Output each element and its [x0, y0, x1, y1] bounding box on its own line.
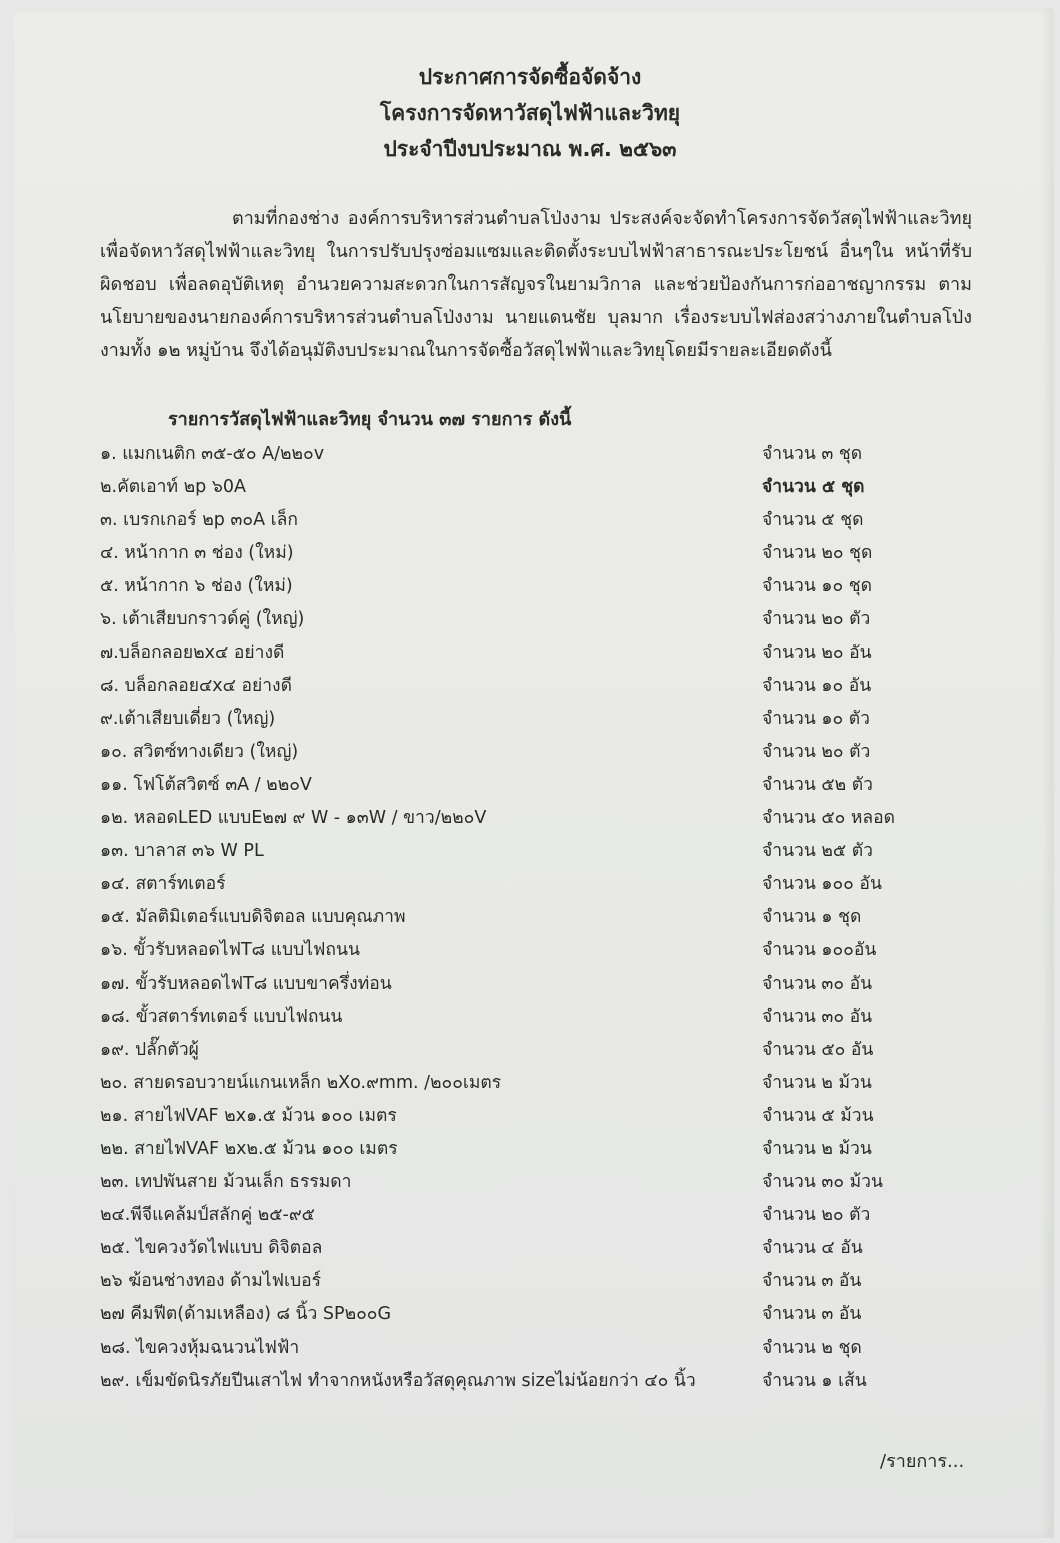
continuation-marker: /รายการ... [880, 1451, 965, 1472]
item-quantity: จำนวน ๓ ชุด [762, 444, 863, 464]
item-quantity: จำนวน ๒๐ ตัว [762, 1205, 871, 1226]
list-item [100, 537, 920, 570]
item-name: ๑๑. โฟโต้สวิตซ์ ๓A / ๒๒๐V [100, 774, 312, 795]
item-quantity: จำนวน ๒๐ อัน [762, 642, 872, 663]
item-quantity: จำนวน ๑๐ ตัว [762, 708, 870, 729]
list-item [100, 736, 920, 769]
item-quantity: จำนวน ๕๐ อัน [762, 1039, 874, 1060]
list-item [100, 471, 920, 504]
item-name: ๑. แมกเนติก ๓๕-๕๐ A/๒๒๐v [100, 444, 325, 464]
item-quantity: จำนวน ๑๐ อัน [762, 675, 872, 696]
item-name: ๒๑. สายไฟVAF ๒x๑.๕ ม้วน ๑๐๐ เมตร [100, 1105, 397, 1126]
item-name: ๒๐. สายดรอบวายน์แกนเหล็ก ๒Xo.๙mm. /๒๐๐เมตร [100, 1072, 502, 1093]
list-item [100, 1332, 920, 1365]
item-name: ๒๗ คีมฟีต(ด้ามเหลือง) ๘ นิ้ว SP๒๐๐G [100, 1304, 392, 1325]
list-item [100, 1365, 920, 1398]
item-name: ๑๗. ขั้วรับหลอดไฟT๘ แบบขาครึ่งท่อน [100, 973, 392, 994]
list-item [100, 901, 920, 934]
list-item [100, 1265, 920, 1298]
item-name: ๒๒. สายไฟVAF ๒x๒.๕ ม้วน ๑๐๐ เมตร [100, 1138, 398, 1159]
item-name: ๑๙. ปลั๊กตัวผู้ [100, 1039, 199, 1060]
item-name: ๒๔.พีจีแคล้มป์สลักคู่ ๒๕-๙๕ [100, 1205, 315, 1226]
list-heading: รายการวัสดุไฟฟ้าและวิทยุ จำนวน ๓๗ รายการ ดังนี้ [168, 409, 572, 430]
item-quantity: จำนวน ๒ ม้วน [762, 1138, 872, 1159]
item-quantity: จำนวน ๑ ชุด [762, 907, 862, 928]
list-item [100, 1232, 920, 1265]
item-name: ๑๒. หลอดLED แบบE๒๗ ๙ W - ๑๓W / ขาว/๒๒๐V [100, 808, 487, 829]
list-item [100, 438, 920, 471]
item-name: ๗.บล็อกลอย๒x๔ อย่างดี [100, 642, 285, 663]
project-title: โครงการจัดหาวัสดุไฟฟ้าและวิทยุ [379, 101, 681, 125]
item-quantity: จำนวน ๕ ม้วน [762, 1105, 874, 1126]
item-quantity: จำนวน ๑ เส้น [762, 1370, 867, 1391]
item-quantity: จำนวน ๕๐ หลอด [762, 808, 896, 829]
list-item [100, 934, 920, 967]
intro-paragraph: ตามที่กองช่าง องค์การบริหารส่วนตำบลโป่งงาม ประสงค์จะจัดทำโครงการจัดวัสดุไฟฟ้าและวิทยุ เพื่อจัดหาวัสดุไฟฟ้าและวิทยุ ในการปรับปรุงซ่อมแซมและติดตั้งระบบไฟฟ้าสาธารณะประโยชน์ อื่นๆใน หน้าที่รับผิดชอบ เพื่อลดอุบัติเหตุ อำนวยความสะดวกในการสัญจรในยามวิกาล และช่วยป้องกันการก่ออาชญากรรม ตามนโยบายของนายกองค์การบริหารส่วนตำบลโป่งงาม นายแดนชัย บุลมาก เรื่องระบบไฟส่องสว่างภายในตำบลโป่งงามทั้ง ๑๒ หมู่บ้าน จึงได้อนุมัติงบประมาณในการจัดซื้อวัสดุไฟฟ้าและวิทยุโดยมีรายละเอียดดังนี้ [100, 208, 972, 361]
item-quantity: จำนวน ๑๐๐อัน [762, 940, 877, 961]
item-name: ๙.เต้าเสียบเดี่ยว (ใหญ่) [100, 708, 276, 729]
list-item [100, 835, 920, 868]
item-quantity: จำนวน ๓๐ อัน [762, 973, 873, 994]
item-name: ๒๕. ไขควงวัดไฟแบบ ดิจิตอล [100, 1238, 323, 1259]
list-item [100, 504, 920, 537]
list-item [100, 868, 920, 901]
item-quantity: จำนวน ๓๐ ม้วน [762, 1172, 883, 1193]
list-item [100, 670, 920, 703]
item-quantity: จำนวน ๔ อัน [762, 1238, 863, 1259]
item-name: ๓. เบรกเกอร์ ๒p ๓๐A เล็ก [100, 510, 298, 531]
item-quantity: จำนวน ๒๐ ตัว [762, 609, 871, 630]
item-quantity: จำนวน ๒ ชุด [762, 1337, 862, 1358]
item-quantity: จำนวน ๓ อัน [762, 1304, 862, 1325]
list-item [100, 1133, 920, 1166]
item-name: ๒๙. เข็มขัดนิรภัยปีนเสาไฟ ทำจากหนังหรือวัสดุคุณภาพ sizeไม่น้อยกว่า ๔๐ นิ้ว [100, 1370, 696, 1391]
item-quantity: จำนวน ๑๐๐ อัน [762, 874, 882, 895]
item-name: ๕. หน้ากาก ๖ ช่อง (ใหม่) [100, 576, 293, 597]
item-quantity: จำนวน ๑๐ ชุด [762, 576, 872, 597]
item-name: ๑๖. ขั้วรับหลอดไฟT๘ แบบไฟถนน [100, 940, 360, 961]
list-item [100, 1166, 920, 1199]
item-quantity: จำนวน ๓ อัน [762, 1271, 862, 1292]
list-item [100, 1001, 920, 1034]
announcement-title: ประกาศการจัดซื้อจัดจ้าง [418, 65, 642, 89]
list-item [100, 968, 920, 1001]
item-name: ๒.คัตเอาท์ ๒p ๖0A [100, 477, 247, 498]
item-name: ๑๘. ขั้วสตาร์ทเตอร์ แบบไฟถนน [100, 1006, 343, 1027]
item-name: ๑๐. สวิตซ์ทางเดียว (ใหญ่) [100, 741, 299, 762]
item-quantity: จำนวน ๕ ชุด [762, 510, 864, 531]
item-quantity: จำนวน ๒๐ ตัว [762, 741, 871, 762]
list-item [100, 603, 920, 636]
item-name: ๑๔. สตาร์ทเตอร์ [100, 874, 226, 895]
item-name: ๑๕. มัลติมิเตอร์แบบดิจิตอล แบบคุณภาพ [100, 907, 406, 928]
item-quantity: จำนวน ๒ ม้วน [762, 1072, 872, 1093]
list-item [100, 1298, 920, 1331]
item-quantity: จำนวน ๓๐ อัน [762, 1006, 873, 1027]
list-item [100, 637, 920, 670]
item-quantity: จำนวน ๒๐ ชุด [762, 543, 873, 564]
item-name: ๒๓. เทปพันสาย ม้วนเล็ก ธรรมดา [100, 1172, 352, 1193]
list-item [100, 570, 920, 603]
list-item [100, 802, 920, 835]
item-name: ๖. เต้าเสียบกราวด์คู่ (ใหญ่) [100, 609, 305, 630]
item-quantity: จำนวน ๕๒ ตัว [762, 774, 873, 795]
list-item [100, 703, 920, 736]
item-name: ๘. บล็อกลอย๔x๔ อย่างดี [100, 675, 292, 696]
item-quantity: จำนวน ๕ ชุด [762, 477, 865, 498]
fiscal-year-title: ประจำปีงบประมาณ พ.ศ. ๒๕๖๓ [383, 137, 677, 161]
list-item [100, 1199, 920, 1232]
list-item [100, 1067, 920, 1100]
item-name: ๔. หน้ากาก ๓ ช่อง (ใหม่) [100, 543, 294, 564]
item-name: ๒๖ ฆ้อนช่างทอง ด้ามไฟเบอร์ [100, 1271, 321, 1292]
list-item [100, 1034, 920, 1067]
list-item [100, 1100, 920, 1133]
list-item [100, 769, 920, 802]
item-quantity: จำนวน ๒๕ ตัว [762, 841, 873, 862]
item-name: ๑๓. บาลาส ๓๖ W PL [100, 841, 264, 862]
item-name: ๒๘. ไขควงหุ้มฉนวนไฟฟ้า [100, 1337, 300, 1358]
item-list [100, 438, 920, 1398]
